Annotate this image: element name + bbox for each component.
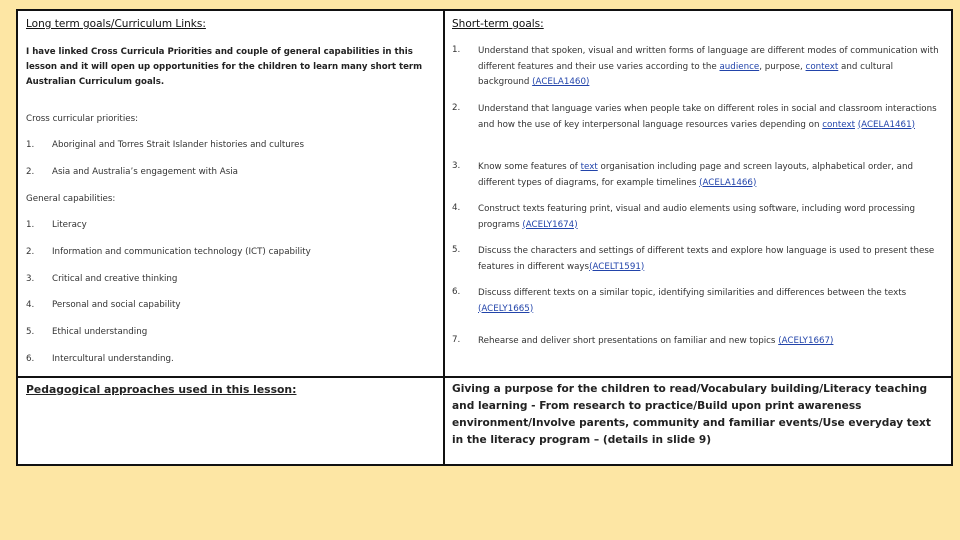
general-item-text: Personal and social capability (52, 300, 181, 310)
intro-text: I have linked Cross Curricula Priorities and couple of general capabilities in this lesson and it will open up opportunities for the children to learn many short term Australian Curriculum goals. (26, 47, 423, 87)
general-item-text: Information and communication technology (ICT) capability (52, 247, 311, 257)
curriculum-code-link[interactable]: (ACELA1466) (699, 177, 757, 188)
goal-text: Know some features of text organisation including page and screen layouts, alphabetical order, and different types of diagrams, for example timelines (ACELA1466) (478, 162, 914, 188)
column-divider (443, 11, 445, 466)
curriculum-code-link[interactable]: (ACELY1665) (478, 303, 534, 314)
row-divider (18, 376, 951, 378)
general-item-number: 1. (26, 220, 35, 230)
goal-text: Understand that language varies when people take on different roles in social and classroom interactions and how the use of key interpersonal language resources varies depending on context (ACELA1461) (478, 104, 937, 130)
goal-number: 7. (452, 335, 461, 345)
goal-text: Construct texts featuring print, visual and audio elements using software, including word processing programs (ACELY1674) (478, 204, 916, 230)
text-link[interactable]: text (580, 162, 598, 172)
pedagogical-approaches-label: Pedagogical approaches used in this lesson: (26, 383, 297, 396)
goal-text: Discuss different texts on a similar topic, identifying similarities and differences between the texts (ACELY1665) (478, 288, 907, 314)
curriculum-code-link[interactable]: (ACELY1667) (778, 336, 834, 346)
long-term-goals-header: Long term goals/Curriculum Links: (26, 18, 206, 30)
audience-link[interactable]: audience (719, 61, 760, 72)
general-item-number: 4. (26, 300, 35, 310)
goal-text: Rehearse and deliver short presentations on familiar and new topics (ACELY1667) (478, 336, 834, 346)
general-item-text: Ethical understanding (52, 327, 148, 337)
context-link[interactable]: context (805, 61, 839, 72)
pedagogical-approaches-text: Giving a purpose for the children to read/Vocabulary building/Literacy teaching and learning - From research to practice/Build upon print awareness environment/Involve parents, community and familiar events/Use everyday text in the literacy program – (details in slide 9) (452, 383, 931, 446)
curriculum-code-link[interactable]: (ACELY1674) (522, 219, 578, 230)
goal-number: 1. (452, 45, 461, 55)
cross-item-number: 1. (26, 140, 35, 150)
cross-item-text: Asia and Australia’s engagement with Asia (52, 167, 238, 177)
goal-number: 3. (452, 161, 461, 171)
cross-item-text: Aboriginal and Torres Strait Islander histories and cultures (52, 140, 305, 150)
general-item-text: Literacy (52, 220, 87, 230)
short-term-goals-header: Short-term goals: (452, 18, 544, 30)
lesson-plan-table (16, 9, 953, 466)
general-item-number: 2. (26, 247, 35, 257)
goal-text: Discuss the characters and settings of different texts and explore how language is used to present these features in different ways(ACELT1591) (478, 246, 935, 272)
curriculum-code-link[interactable]: (ACELA1461) (857, 119, 915, 130)
general-item-number: 6. (26, 354, 35, 364)
cross-curricular-label: Cross curricular priorities: (26, 114, 139, 124)
general-item-text: Intercultural understanding. (52, 354, 174, 364)
goal-text: Understand that spoken, visual and written forms of language are different modes of communication with different features and their use varies according to the audience, purpose, context and cultural background (ACELA1460) (478, 46, 939, 87)
goal-number: 4. (452, 203, 461, 213)
curriculum-code-link[interactable]: (ACELA1460) (532, 77, 590, 87)
general-item-text: Critical and creative thinking (52, 274, 178, 284)
curriculum-code-link[interactable]: (ACELT1591) (589, 261, 645, 272)
goal-number: 5. (452, 245, 461, 255)
goal-number: 6. (452, 287, 461, 297)
cross-item-number: 2. (26, 167, 35, 177)
context-link[interactable]: context (822, 119, 855, 130)
general-item-number: 3. (26, 274, 35, 284)
general-item-number: 5. (26, 327, 35, 337)
goal-number: 2. (452, 103, 461, 113)
general-capabilities-label: General capabilities: (26, 194, 116, 204)
